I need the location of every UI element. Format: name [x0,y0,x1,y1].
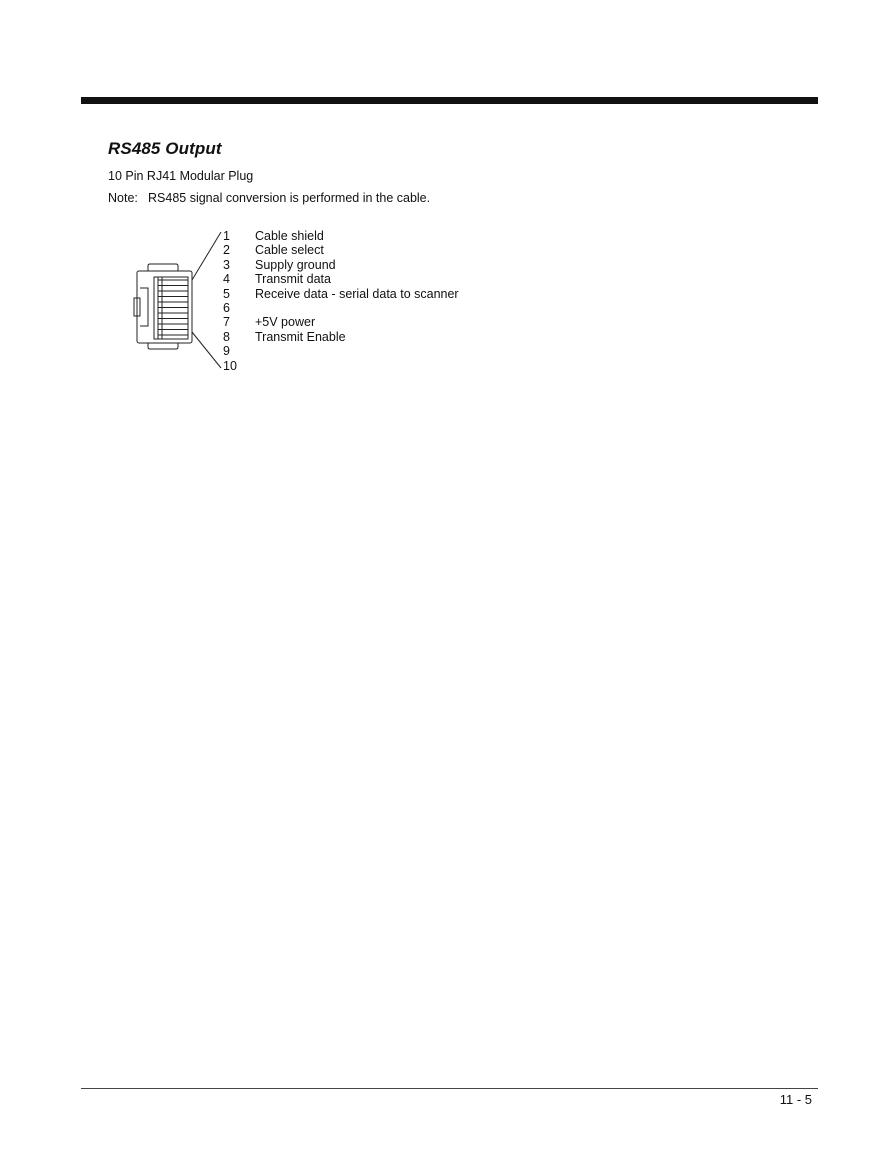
pinout-list [223,229,459,373]
pin-row [223,301,459,315]
leader-line-pin-10 [192,332,221,368]
pin-label: Cable select [255,243,324,258]
plug-bottom-tab [148,343,178,349]
pin-row [223,315,459,329]
pin-row [223,330,459,344]
pin-row [223,359,459,373]
pin-number: 6 [223,300,230,315]
note-text: RS485 signal conversion is performed in the cable. [148,191,431,205]
pin-row [223,258,459,272]
pin-number: 4 [223,272,230,287]
pin-number: 7 [223,315,230,330]
pin-label: Cable shield [255,229,324,243]
rj41-plug-diagram [132,228,224,373]
pin-label: Receive data - serial data to scanner [255,286,459,301]
pin-label: +5V power [255,315,316,330]
pin-label: Transmit Enable [255,329,346,344]
pin-number: 2 [223,243,230,258]
pin-label: Transmit data [255,272,331,287]
page-number: 11 - 5 [779,1092,812,1107]
leader-line-pin-1 [192,232,221,280]
pin-number: 1 [223,229,230,243]
note [108,191,430,205]
footer-rule [81,1088,818,1089]
section-title: RS485 Output [108,139,222,158]
pin-number: 5 [223,286,230,301]
pin-number: 9 [223,344,230,359]
pin-number: 3 [223,257,230,272]
pin-number: 8 [223,329,230,344]
note-label: Note: [108,191,138,205]
pin-row [223,243,459,257]
pin-row [223,229,459,243]
pin-label: Supply ground [255,257,336,272]
plug-top-tab [148,264,178,271]
plug-latch-housing [140,288,148,326]
header-rule [81,97,818,104]
pin-row [223,344,459,358]
connector-description: 10 Pin RJ41 Modular Plug [108,169,254,183]
pin-row [223,272,459,286]
pin-number: 10 [223,358,237,373]
pin-row [223,287,459,301]
